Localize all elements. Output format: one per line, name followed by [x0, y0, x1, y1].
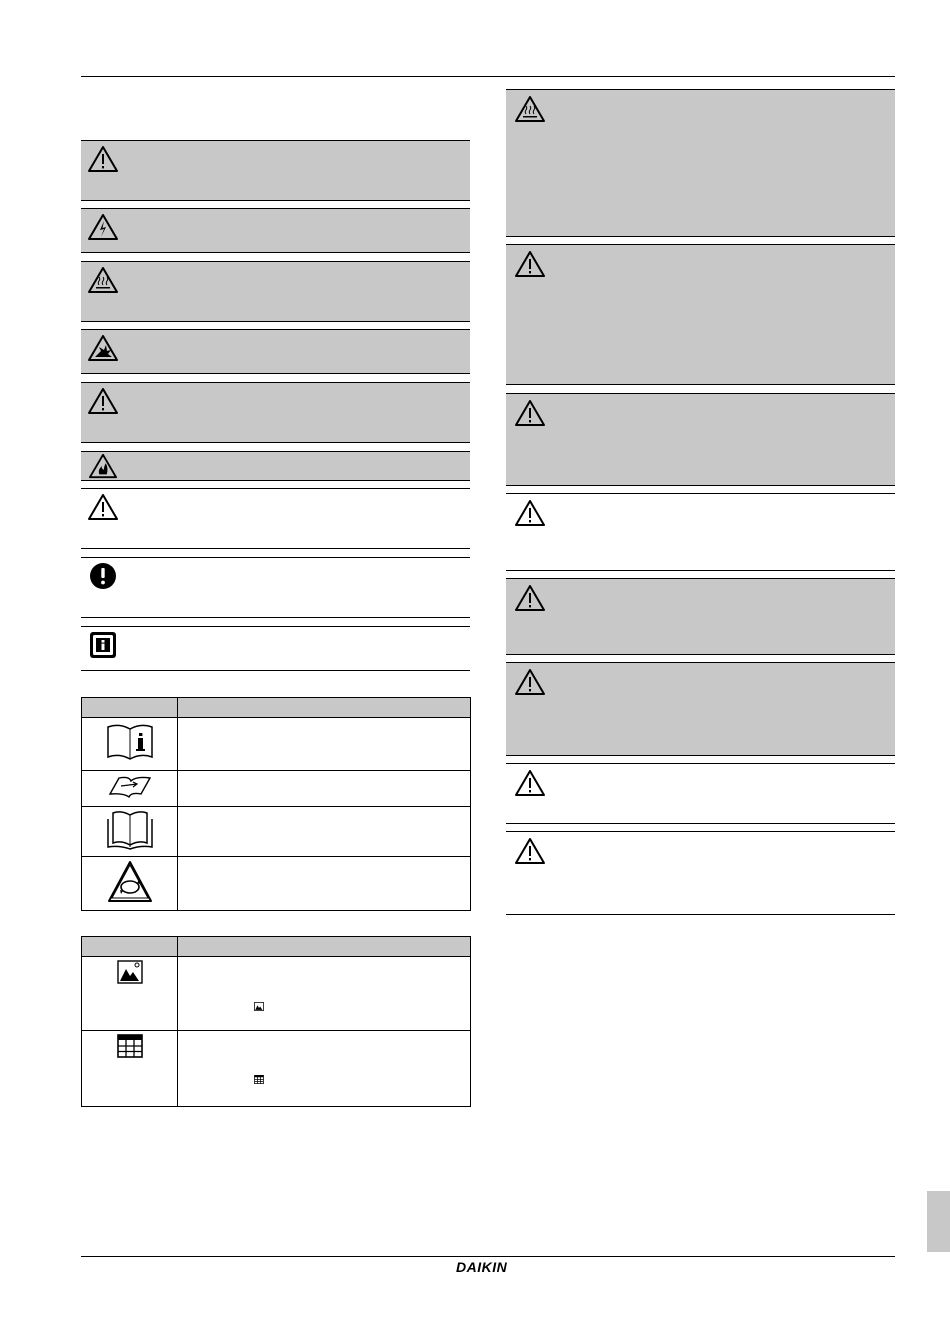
table-small-icon [254, 1075, 264, 1084]
danger-burning-box [81, 262, 470, 321]
info-icon [87, 630, 119, 660]
caution-box [506, 764, 895, 823]
header-cell [82, 698, 178, 718]
notice-box [81, 558, 470, 617]
icon-cell [82, 857, 178, 911]
manual-info-icon [105, 723, 155, 763]
box-rule [506, 384, 895, 385]
warning-triangle-icon [514, 398, 546, 428]
electrical-hazard-icon [87, 212, 119, 242]
table-icon [117, 1034, 143, 1058]
warning-box [506, 663, 895, 755]
warning-triangle-icon [514, 249, 546, 279]
footer-rule [81, 1256, 895, 1257]
description-cell [178, 718, 471, 771]
icon-cell [82, 718, 178, 771]
header-cell [178, 937, 471, 957]
box-rule [506, 654, 895, 655]
open-manual-icon [107, 774, 153, 800]
header-cell [82, 937, 178, 957]
box-rule [81, 617, 470, 618]
box-rule [506, 823, 895, 824]
explosion-hazard-icon [87, 333, 119, 363]
table-row [82, 718, 471, 771]
hot-surface-icon [87, 265, 119, 295]
table-row [82, 771, 471, 807]
description-cell [178, 857, 471, 911]
danger-electrocution-box [81, 209, 470, 252]
box-rule [81, 548, 470, 549]
box-rule [81, 451, 470, 452]
table-header-row [82, 937, 471, 957]
danger-explosion-box [81, 330, 470, 373]
box-rule [81, 557, 470, 558]
box-rule [81, 488, 470, 489]
warning-triangle-icon [514, 667, 546, 697]
warning-box [506, 579, 895, 654]
table-row [82, 957, 471, 1031]
description-cell [178, 957, 471, 1031]
reference-table [81, 936, 471, 1107]
box-rule [81, 480, 470, 481]
box-rule [81, 442, 470, 443]
rotating-parts-warning-icon [106, 859, 154, 905]
box-rule [506, 914, 895, 915]
warning-triangle-icon [87, 386, 119, 416]
warning-flammable-box [81, 452, 470, 480]
warning-box [506, 394, 895, 485]
information-box [81, 627, 470, 670]
description-cell [178, 807, 471, 857]
box-rule [81, 200, 470, 201]
caution-triangle-icon [514, 768, 546, 798]
header-rule [81, 76, 895, 77]
hot-surface-icon [514, 94, 546, 124]
box-rule [81, 208, 470, 209]
box-rule [81, 382, 470, 383]
caution-box [81, 489, 470, 548]
warning-triangle-icon [87, 144, 119, 174]
symbols-table [81, 697, 471, 911]
icon-cell [82, 771, 178, 807]
caution-box [506, 494, 895, 570]
table-row [82, 1031, 471, 1107]
figure-small-icon [254, 1002, 264, 1011]
warning-box [506, 245, 895, 384]
icon-cell [82, 807, 178, 857]
box-rule [81, 670, 470, 671]
box-rule [506, 236, 895, 237]
header-cell [178, 698, 471, 718]
notice-exclamation-icon [87, 561, 119, 591]
box-rule [81, 329, 470, 330]
daikin-logo: DAIKIN [456, 1259, 508, 1275]
box-rule [81, 252, 470, 253]
icon-cell [82, 957, 178, 1031]
flammable-icon [87, 452, 119, 480]
caution-triangle-icon [87, 492, 119, 522]
warning-burning-box [506, 90, 895, 236]
caution-triangle-icon [514, 836, 546, 866]
box-rule [506, 755, 895, 756]
table-row [82, 807, 471, 857]
box-rule [81, 261, 470, 262]
box-rule [81, 140, 470, 141]
box-rule [81, 373, 470, 374]
danger-box [81, 141, 470, 200]
box-rule [81, 626, 470, 627]
icon-cell [82, 1031, 178, 1107]
figure-icon [117, 960, 143, 984]
description-cell [178, 771, 471, 807]
warning-box [81, 383, 470, 442]
chapter-tab-marker [927, 1191, 950, 1252]
box-rule [81, 321, 470, 322]
box-rule [506, 485, 895, 486]
table-row [82, 857, 471, 911]
caution-triangle-icon [514, 498, 546, 528]
caution-box [506, 832, 895, 914]
warning-triangle-icon [514, 583, 546, 613]
description-cell [178, 1031, 471, 1107]
book-icon [105, 809, 155, 851]
table-header-row [82, 698, 471, 718]
box-rule [506, 570, 895, 571]
